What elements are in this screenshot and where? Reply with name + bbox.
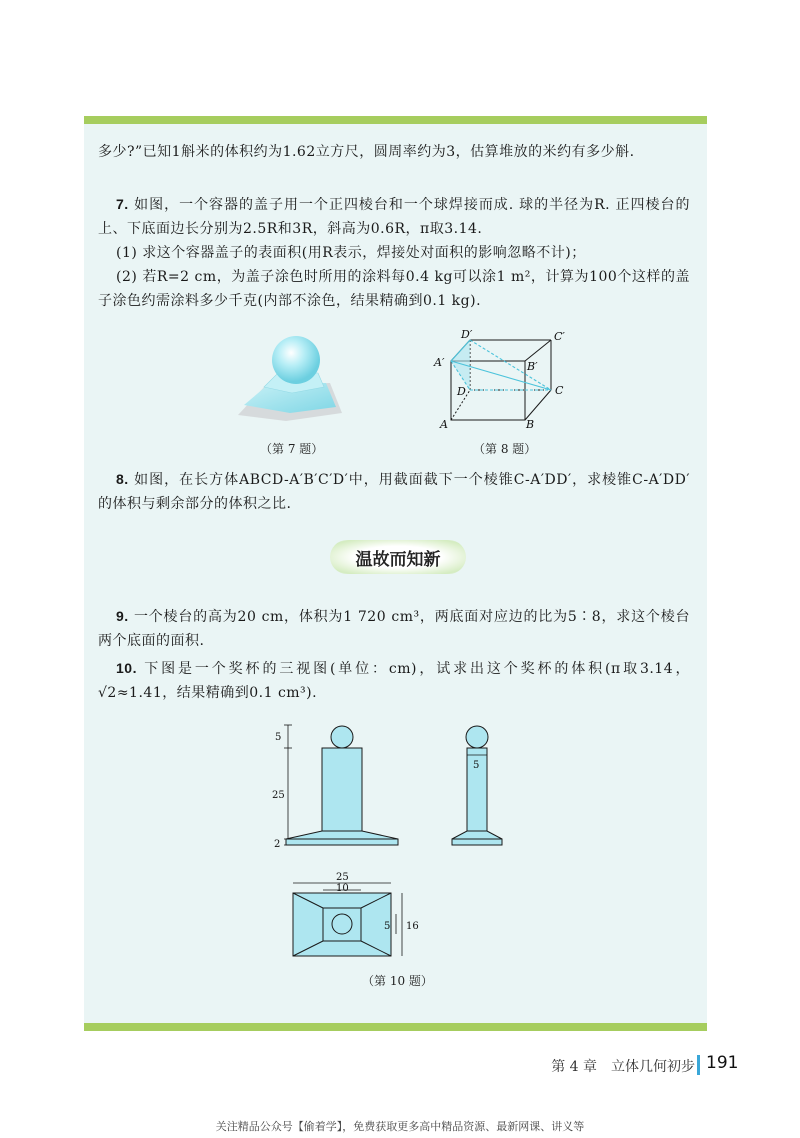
problem-7-q1: (1) 求这个容器盖子的表面积(用R表示，焊接处对面积的影响忽略不计)； xyxy=(116,245,586,261)
problem-8-number: 8. xyxy=(116,471,129,487)
bottom-green-bar xyxy=(84,1023,707,1031)
footer-note: 关注精品公众号【偷着学】，免费获取更多高中精品资源、最新网课、讲义等 xyxy=(215,1120,585,1133)
label-Aprime: A′ xyxy=(434,356,445,369)
label-B: B xyxy=(526,418,535,431)
problem-9 xyxy=(98,604,690,653)
figure-7-caption: （第 7 题） xyxy=(260,442,324,456)
problem-6-continuation: 多少?”已知1斛米的体积约为1.62立方尺，圆周率约为3，估算堆放的米约有多少斛. xyxy=(98,144,635,160)
label-Dprime: D′ xyxy=(461,328,473,341)
label-Cprime: C′ xyxy=(554,330,565,343)
problem-8 xyxy=(98,467,690,516)
page-number: 191 xyxy=(706,1053,739,1073)
problem-7-text: 如图，一个容器的盖子用一个正四棱台和一个球焊接而成. 球的半径为R. 正四棱台的上、下底面边长分别为2.5R和3R，斜高为0.6R，π取3.14. xyxy=(98,197,690,237)
problem-10-text: 下图是一个奖杯的三视图(单位：cm)，试求出这个奖杯的体积(π取3.14，√2≈1.41，结果精确到0.1 cm³). xyxy=(98,661,690,701)
figure-8-cuboid xyxy=(430,328,580,433)
problem-8-text: 如图，在长方体ABCD-A′B′C′D′中，用截面截下一个棱锥C-A′DD′，求棱锥C-A′DD′的体积与剩余部分的体积之比. xyxy=(98,472,690,512)
dim-10-width: 10 xyxy=(336,883,349,894)
problem-7-q2: (2) 若R=2 cm，为盖子涂色时所用的涂料每0.4 kg可以涂1 m²，计算为100个这样的盖子涂色约需涂料多少千克(内部不涂色，结果精确到0.1 kg). xyxy=(98,269,690,309)
problem-7 xyxy=(98,192,690,241)
side-view xyxy=(452,726,502,845)
figure-7-container-lid xyxy=(230,325,350,425)
problem-10-number: 10. xyxy=(116,660,137,676)
problem-9-number: 9. xyxy=(116,608,129,624)
top-green-bar xyxy=(84,116,707,124)
sphere xyxy=(272,336,320,384)
figure-10-three-views xyxy=(270,715,530,995)
label-Bprime: B′ xyxy=(527,360,538,373)
figure-8-caption: （第 8 题） xyxy=(473,442,537,456)
problem-9-text: 一个棱台的高为20 cm，体积为1 720 cm³，两底面对应边的比为5∶8，求这个棱台两个底面的面积. xyxy=(98,609,691,649)
label-D: D xyxy=(457,385,466,398)
dim-2-base: 2 xyxy=(274,839,281,850)
top-view xyxy=(293,893,391,956)
dim-25-height: 25 xyxy=(272,790,285,801)
footer-separator xyxy=(697,1055,700,1075)
front-view xyxy=(286,726,398,845)
problem-7-number: 7. xyxy=(116,196,129,212)
label-A: A xyxy=(440,418,448,431)
problem-10 xyxy=(98,656,690,705)
label-C: C xyxy=(555,384,564,397)
front-dimensions xyxy=(284,725,292,845)
dim-25-width: 25 xyxy=(336,872,349,883)
chapter-title: 第 4 章 立体几何初步 xyxy=(551,1059,695,1075)
dim-5-top: 5 xyxy=(384,921,391,932)
section-face xyxy=(451,340,470,390)
section-title: 温故而知新 xyxy=(330,540,466,574)
figure-10-caption: （第 10 题） xyxy=(362,974,433,988)
dim-16-depth: 16 xyxy=(406,921,419,932)
dim-5-side: 5 xyxy=(473,760,480,771)
dim-5-sphere: 5 xyxy=(275,732,282,743)
